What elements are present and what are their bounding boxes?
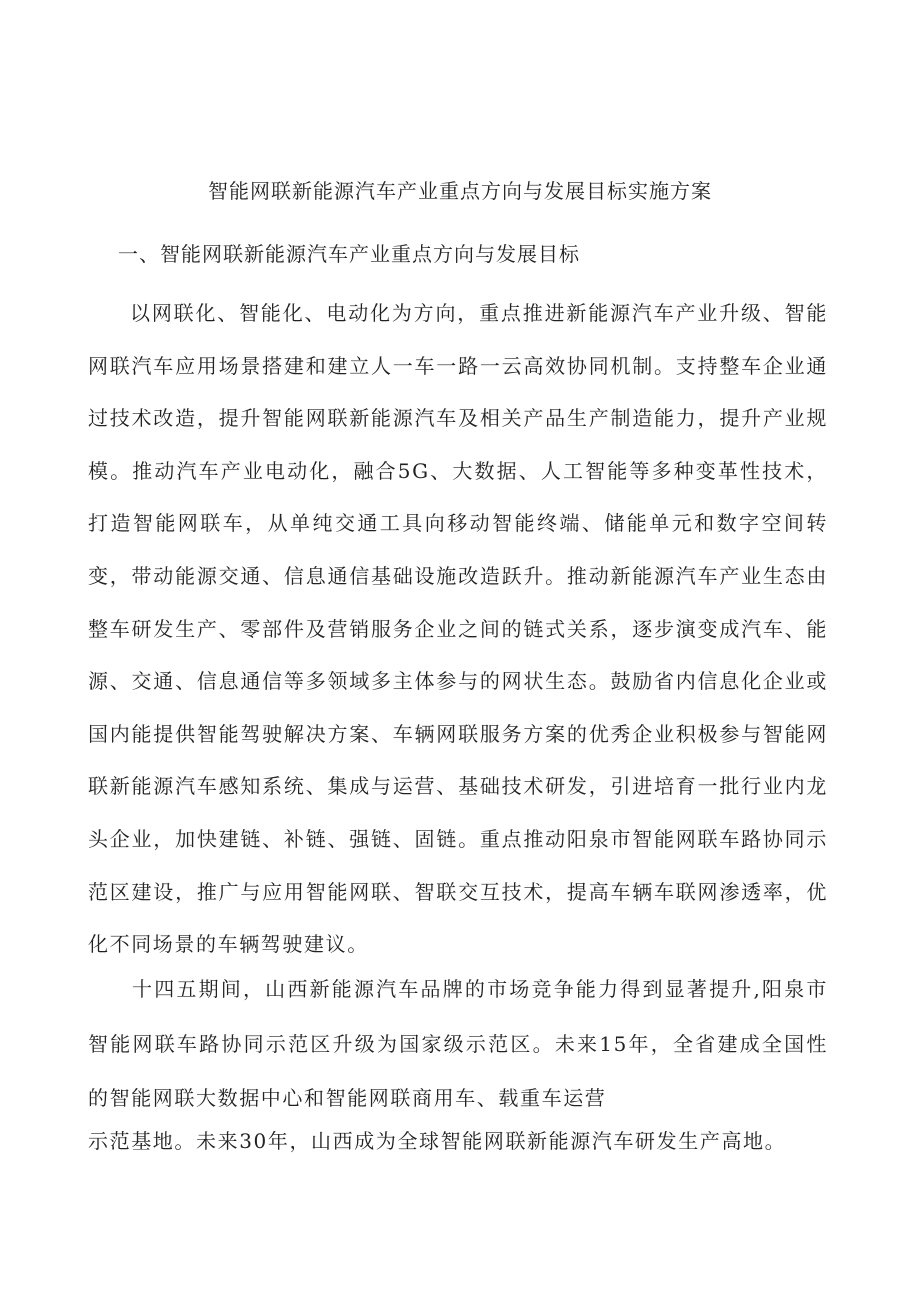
body-paragraph-3: 示范基地。未来30年，山西成为全球智能网联新能源汽车研发生产高地。 xyxy=(88,1129,787,1153)
document-title: 智能网联新能源汽车产业重点方向与发展目标实施方案 xyxy=(208,179,712,203)
body-paragraph-1: 以网联化、智能化、电动化为方向，重点推进新能源汽车产业升级、智能网联汽车应用场景搭建和建立人一车一路一云高效协同机制。支持整车企业通过技术改造，提升智能网联新能源汽车及相关产品生产制造能力，提升产业规模。推动汽车产业电动化，融合5G、大数据、人工智能等多种变革性技术，打造智能网联车，从单纯交通工具向移动智能终端、储能单元和数字空间转变，带动能源交通、信息通信基础设施改造跃升。推动新能源汽车产业生态由整车研发生产、零部件及营销服务企业之间的链式关系，逐步演变成汽车、能源、交通、信息通信等多领域多主体参与的网状生态。鼓励省内信息化企业或国内能提供智能驾驶解决方案、车辆网联服务方案的优秀企业积极参与智能网联新能源汽车感知系统、集成与运营、基础技术研发，引进培育一批行业内龙头企业，加快建链、补链、强链、固链。重点推动阳泉市智能网联车路协同示范区建设，推广与应用智能网联、智联交互技术，提高车辆车联网渗透率，优化不同场景的车辆驾驶建议。 xyxy=(88,301,828,957)
body-paragraph-2: 十四五期间，山西新能源汽车品牌的市场竞争能力得到显著提升,阳泉市智能网联车路协同示范区升级为国家级示范区。未来15年，全省建成全国性的智能网联大数据中心和智能网联商用车、载重车运营 xyxy=(88,977,828,1110)
section-heading: 一、智能网联新能源汽车产业重点方向与发展目标 xyxy=(118,242,580,266)
